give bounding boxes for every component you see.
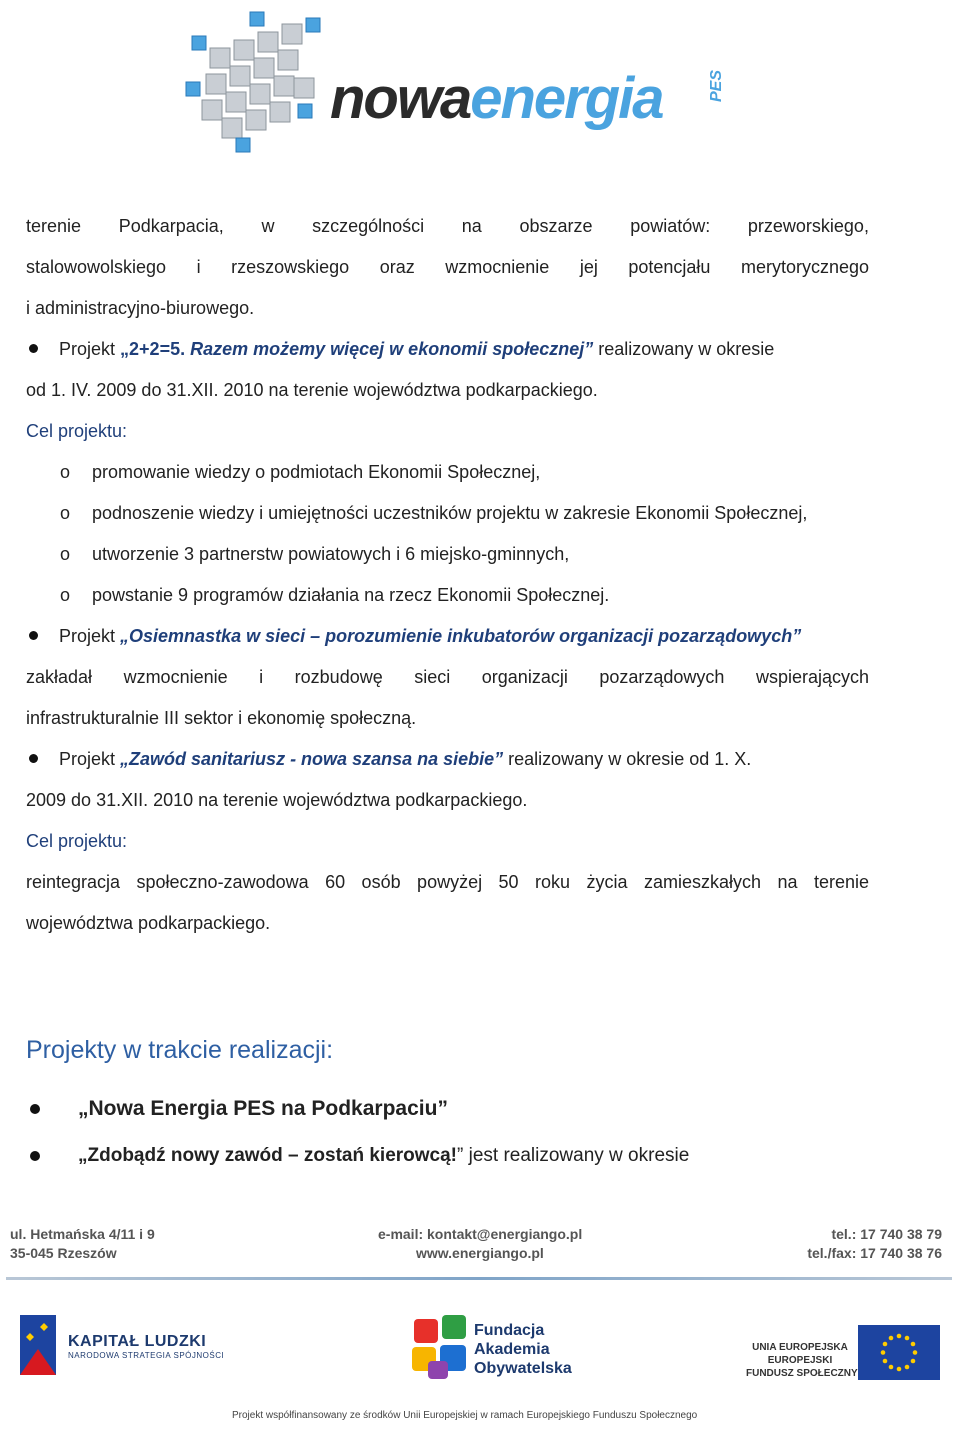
word: terenie [26,216,82,236]
goal-item [26,452,869,493]
eu-line1: UNIA EUROPEJSKA [752,1342,848,1353]
footer-contact [378,1225,582,1263]
project1-item [26,329,869,370]
goal2-label: Cel projektu: [26,831,128,851]
ongoing-project-1-text: „Nowa Energia PES na Podkarpaciu” [78,1097,448,1120]
fao-line2: Akademia [474,1341,550,1358]
kl-subtitle: NARODOWA STRATEGIA SPÓJNOŚCI [68,1351,225,1360]
puzzle-icon [412,1315,470,1381]
kl-title: KAPITAŁ LUDZKI [68,1333,207,1350]
bullet-icon [26,329,59,370]
project3-item [26,739,869,780]
footer-divider [6,1277,952,1280]
project2-line3: infrastrukturalnie III sektor i ekonomię społeczną. [26,708,417,728]
logo-wordmark [330,66,663,131]
project2-item [26,616,869,657]
project3-post: realizowany w okresie od 1. X. [503,749,752,769]
phone-number: tel.: 17 740 38 79 [831,1226,942,1242]
goal2-line2: województwa podkarpackiego. [26,913,271,933]
goal2-line1: reintegracja społeczno-zawodowa 60 osób powyżej 50 roku życia zamieszkałych na terenie [26,872,869,892]
address-line1: ul. Hetmańska 4/11 i 9 [10,1226,155,1242]
address-line2: 35-045 Rzeszów [10,1245,117,1261]
website-link[interactable]: www.energiango.pl [416,1245,544,1261]
circle-bullet-icon: o [60,503,71,523]
eu-flag-icon [858,1325,940,1380]
project2-line2: zakładał wzmocnienie i rozbudowę sieci organizacji pozarządowych wspierających [26,667,869,687]
project2-name: „Osiemnastka w sieci – porozumienie inkubatorów organizacji pozarządowych” [120,626,802,646]
cube-logo-icon [180,8,340,158]
bullet-icon [26,1094,78,1124]
cofinancing-note: Projekt współfinansowany ze środków Unii Europejskiej w ramach Europejskiego Funduszu Społecznego [232,1410,698,1421]
project1-name-bold: „2+2=5. [120,339,191,359]
word: Podkarpacia, [118,216,224,236]
bullet-icon [26,1141,78,1171]
para1-line3: i administracyjno-biurowego. [26,298,255,318]
circle-bullet-icon: o [60,585,71,605]
fax-number: tel./fax: 17 740 38 76 [807,1245,942,1261]
project1-pre: Projekt [59,339,121,359]
word: przeworskiego, [747,216,869,236]
kapital-ludzki-flag-icon [20,1315,56,1375]
goal-text: podnoszenie wiedzy i umiejętności uczestników projektu w zakresie Ekonomii Społecznej, [92,503,808,523]
goal-item [26,534,869,575]
goal-text: promowanie wiedzy o podmiotach Ekonomii Społecznej, [92,462,541,482]
circle-bullet-icon: o [60,462,71,482]
eu-logo [746,1325,942,1385]
project1-line2: od 1. IV. 2009 do 31.XII. 2010 na terenie województwa podkarpackiego. [26,380,598,400]
word: obszarze [519,216,593,236]
eu-line2: EUROPEJSKI [767,1355,833,1366]
goal-item [26,575,869,616]
email-link[interactable]: e-mail: kontakt@energiango.pl [378,1226,583,1242]
section-title: Projekty w trakcie realizacji: [26,1036,334,1064]
project1-post: realizowany w okresie [593,339,775,359]
footer-address [10,1225,155,1263]
bullet-icon [26,616,59,657]
ongoing-project-2 [26,1141,876,1171]
fundacja-logo [412,1315,602,1390]
document-body [26,206,869,944]
project1-name-italic: Razem możemy więcej w ekonomii społecznej” [190,339,594,359]
fao-line1: Fundacja [474,1322,545,1339]
header-logo [180,8,740,158]
para1-line1 [26,206,869,247]
logo-word-energia: energia [470,66,663,131]
logo-word-nowa: nowa [330,66,471,131]
bullet-icon [26,739,59,780]
word: na [461,216,482,236]
logo-pes: PES [708,70,725,103]
fao-line3: Obywatelska [474,1360,572,1377]
ongoing-project-2-rest: ” jest realizowany w okresie [457,1145,690,1166]
goal-text: utworzenie 3 partnerstw powiatowych i 6 miejsko-gminnych, [92,544,570,564]
footer-phone [800,1225,942,1263]
goal-item [26,493,869,534]
circle-bullet-icon: o [60,544,71,564]
project3-line2: 2009 do 31.XII. 2010 na terenie województwa podkarpackiego. [26,790,528,810]
para1-line2: stalowowolskiego i rzeszowskiego oraz wzmocnienie jej potencjału merytorycznego [26,257,869,277]
project3-name: „Zawód sanitariusz - nowa szansa na siebie” [120,749,504,769]
project2-pre: Projekt [59,626,121,646]
word: w szczególności [261,216,425,236]
goal-label: Cel projektu: [26,421,128,441]
eu-line3: FUNDUSZ SPOŁECZNY [746,1368,858,1379]
word: powiatów: [630,216,711,236]
goal-text: powstanie 9 programów działania na rzecz Ekonomii Społecznej. [92,585,610,605]
ongoing-project-2-name: „Zdobądź nowy zawód – zostań kierowcą! [78,1145,457,1166]
kapital-ludzki-logo [20,1315,225,1385]
ongoing-project-1 [26,1094,876,1124]
project3-pre: Projekt [59,749,121,769]
